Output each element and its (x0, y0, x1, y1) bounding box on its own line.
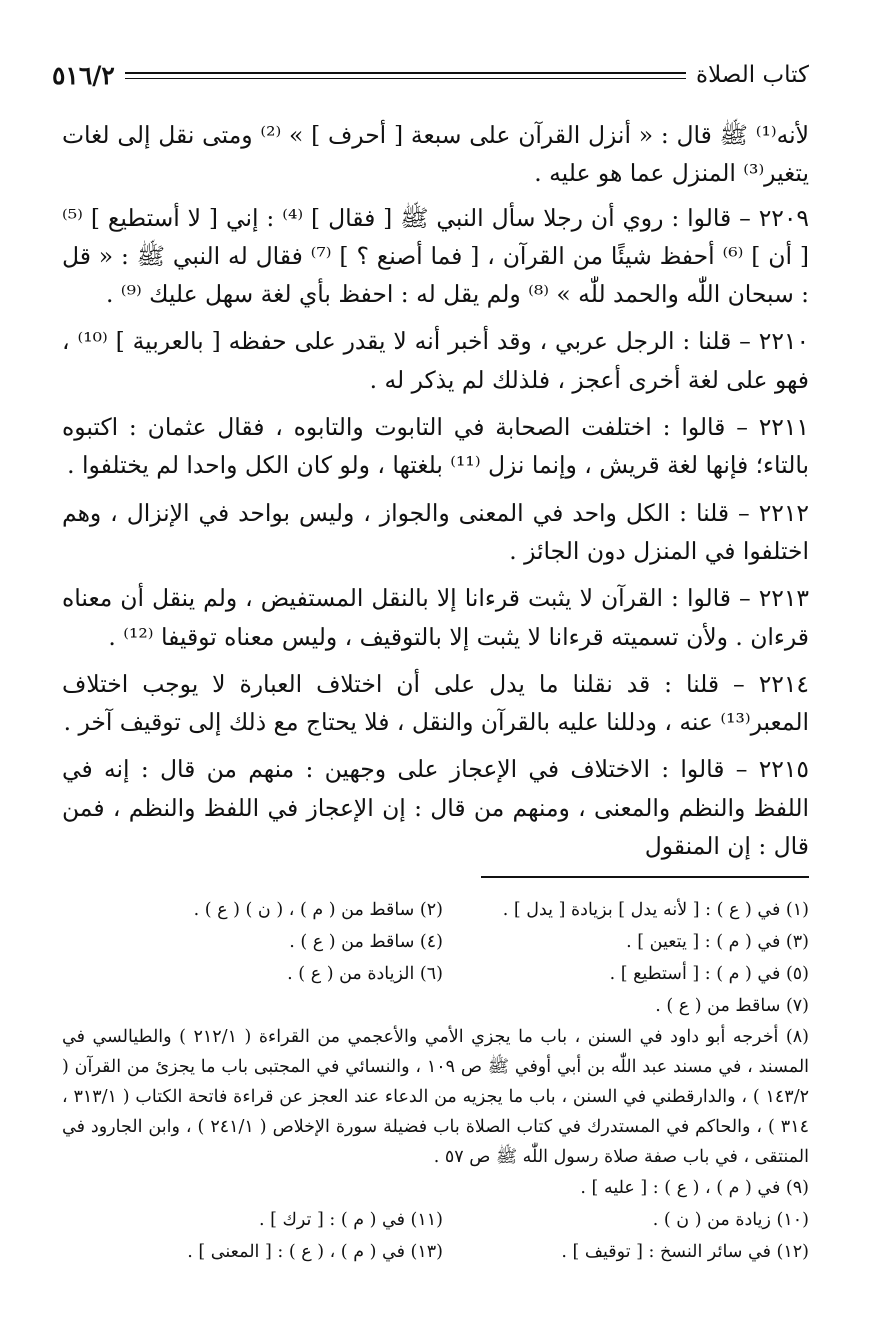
footnote: (٥) في ( م ) : [ أستطيع ] . (609, 964, 809, 984)
footnote: (١١) في ( م ) : [ ترك ] . (258, 1210, 443, 1230)
paragraph: ٢٢١٣ – قالوا : القرآن لا يثبت قرءانا إلا بالنقل المستفيض ، ولم ينقل أن معناه قرءان . ولأن تسميته قرءانا لا يثبت إلا بالتوقيف ، وليس معناه توقيفا ⁽¹²⁾ . (62, 584, 809, 651)
footnote-row (62, 1172, 809, 1204)
footnote-row (62, 958, 809, 990)
footnote-row (62, 1204, 809, 1236)
footnote-row (62, 990, 809, 1022)
page-header (52, 58, 809, 92)
paragraph: ٢٢١٢ – قلنا : الكل واحد في المعنى والجواز ، وليس بواحد في الإنزال ، وهم اختلفوا في المنزل دون الجائز . (62, 498, 809, 565)
footnote-row (62, 894, 809, 926)
paragraph: ٢٢١٤ – قلنا : قد نقلنا ما يدل على أن اختلاف العبارة لا يوجب اختلاف المعبر⁽¹³⁾ عنه ، ودللنا عليه بالقرآن والنقل ، فلا يحتاج مع ذلك إلى توقيف آخر . (62, 669, 809, 737)
footnote: (٩) في ( م ) ، ( ع ) : [ عليه ] . (580, 1178, 809, 1198)
book-title: كتاب الصلاة (696, 62, 809, 88)
footnote: (٤) ساقط من ( ع ) . (289, 932, 443, 952)
footnote-separator (481, 876, 809, 878)
paragraph: ٢٢١٠ – قلنا : الرجل عربي ، وقد أخبر أنه لا يقدر على حفظه [ بالعربية ] ⁽¹⁰⁾ ، فهو على لغة أخرى أعجز ، فلذلك لم يذكر له . (62, 327, 810, 394)
paragraph: ٢٢١١ – قالوا : اختلفت الصحابة في التابوت والتابوه ، فقال عثمان : اكتبوه بالتاء؛ فإنها لغة قريش ، وإنما نزل ⁽¹¹⁾ بلغتها ، ولو كان الكل واحدا لم يختلفوا . (62, 413, 809, 480)
footnote: (٨) أخرجه أبو داود في السنن ، باب ما يجزي الأمي والأعجمي من القراءة ( ٢١٢/١ ) والطيالسي في المسند ، في مسند عبد اللّٰه بن أبي أوفي ﷺ ص ١٠٩ ، والنسائي في المجتبى باب ما يجزئ من القرآن ( ١٤٣/٢ ) ، والدارقطني في السنن ، باب ما يجزيه من الدعاء عند العجز عن قراءة فاتحة الكتاب ( ٣١٣/١ ، ٣١٤ ) ، والحاكم في المستدرك في كتاب الصلاة باب فضيلة سورة الإخلاص ( ٢٤١/١ ) ، وابن الجارود في المنتقى ، في باب صفة صلاة رسول اللّٰه ﷺ ص ٥٧ . (62, 1027, 810, 1167)
footnote: (٢) ساقط من ( م ) ، ( ن ) ( ع ) . (193, 900, 443, 920)
footnotes (62, 894, 809, 1268)
page-number: ٥١٦/٢ (52, 60, 115, 90)
footnote: (٧) ساقط من ( ع ) . (655, 996, 809, 1016)
footnote: (٦) الزيادة من ( ع ) . (287, 964, 443, 984)
paragraph: ٢٢١٥ – قالوا : الاختلاف في الإعجاز على وجهين : منهم من قال : إنه في اللفظ والنظم والمعنى ، ومنهم من قال : إن الإعجاز في اللفظ والنظم ، فمن قال : إن المنقول (62, 755, 809, 861)
footnote: (١٠) زيادة من ( ن ) . (652, 1210, 809, 1230)
main-text (62, 116, 809, 874)
paragraph: ٢٢٠٩ – قالوا : روي أن رجلا سأل النبي ﷺ [ فقال ] ⁽⁴⁾ : إني [ لا أستطيع ] ⁽⁵⁾ [ أن ] ⁽⁶⁾ أحفظ شيئًا من القرآن ، [ فما أصنع ؟ ] ⁽⁷⁾ فقال له النبي ﷺ : « قل : سبحان اللّٰه والحمد للّٰه » ⁽⁸⁾ ولم يقل له : احفظ بأي لغة سهل عليك ⁽⁹⁾ . (62, 203, 809, 309)
header-rule (125, 72, 686, 79)
footnote: (١) في ( ع ) : [ لأنه يدل ] بزيادة [ يدل ] . (502, 900, 809, 920)
footnote: (١٢) في سائر النسخ : [ توقيف ] . (561, 1242, 809, 1262)
footnote-row (62, 1236, 809, 1268)
footnote: (٣) في ( م ) : [ يتعين ] . (626, 932, 809, 952)
footnote-row (62, 926, 809, 958)
paragraph: لأنه⁽¹⁾ ﷺ قال : « أنزل القرآن على سبعة [ أحرف ] » ⁽²⁾ ومتى نقل إلى لغات يتغير⁽³⁾ المنزل عما هو عليه . (62, 121, 809, 188)
footnote: (١٣) في ( م ) ، ( ع ) : [ المعنى ] . (187, 1242, 443, 1262)
